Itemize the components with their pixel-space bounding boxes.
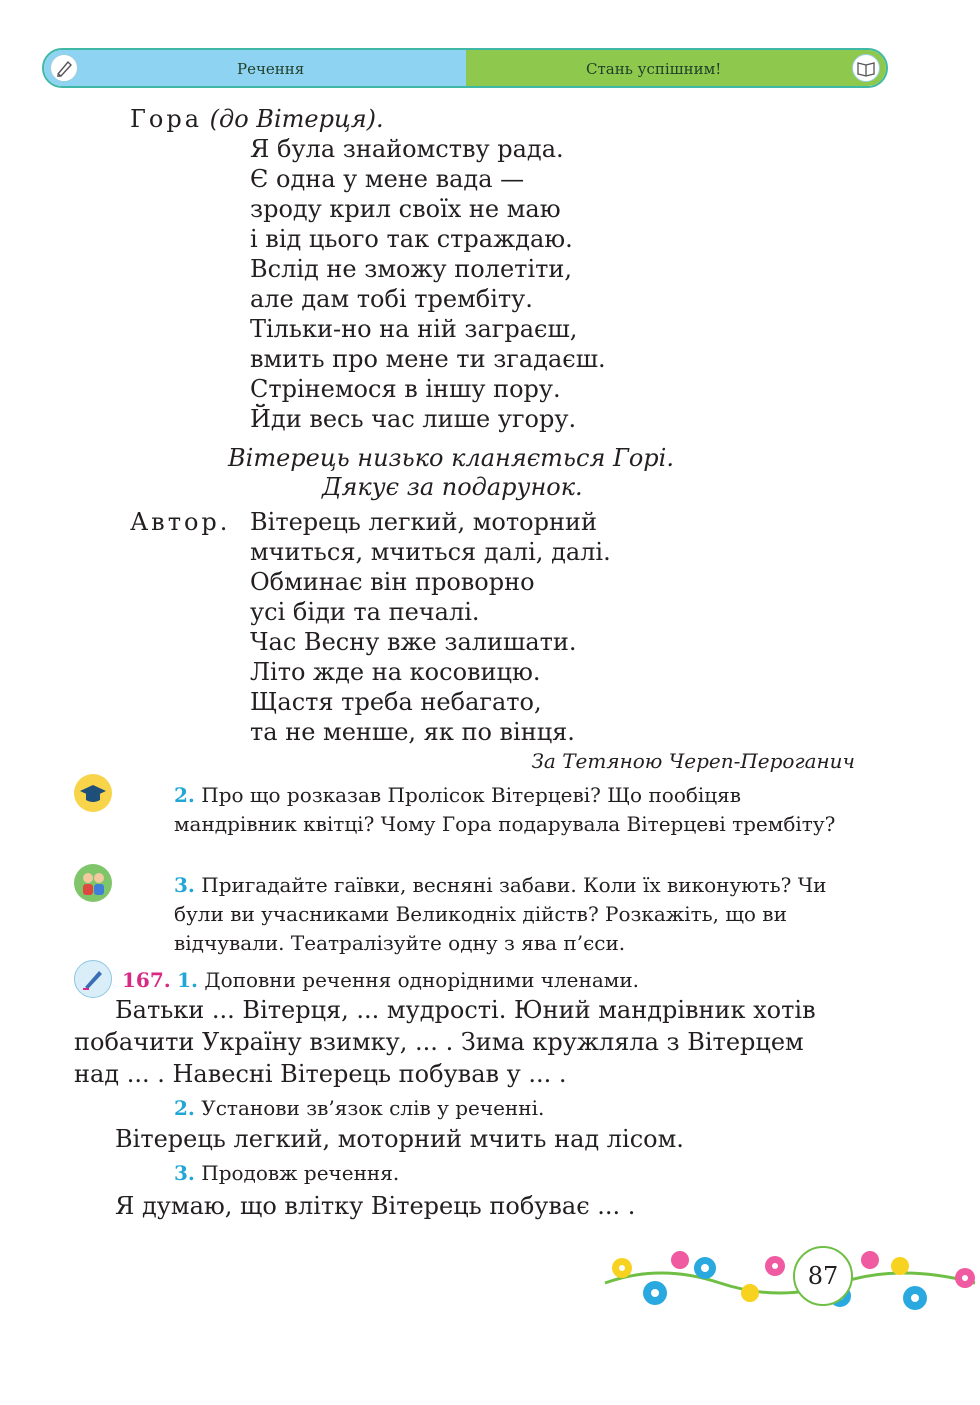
verse-line: Є одна у мене вада — bbox=[250, 165, 525, 193]
verse-line: Йди весь час лише угору. bbox=[250, 405, 577, 433]
exercise-line: Вітерець легкий, моторний мчить над лісом. bbox=[115, 1125, 684, 1153]
book-icon bbox=[852, 54, 880, 82]
pencil-icon bbox=[50, 54, 78, 82]
task-number: 1. bbox=[177, 968, 198, 992]
page-number: 87 bbox=[793, 1246, 853, 1306]
verse-line: Обминає він проворно bbox=[250, 568, 535, 596]
exercise-line: Я думаю, що влітку Вітерець побуває ... . bbox=[115, 1192, 636, 1220]
verse-line: мчиться, мчиться далі, далі. bbox=[250, 538, 611, 566]
source-attribution: За Тетяною Череп-Пероганич bbox=[531, 749, 855, 773]
verse-line: Стрінемося в іншу пору. bbox=[250, 375, 561, 403]
exercise-line: побачити Україну взимку, ... . Зима кружляла з Вітерцем bbox=[74, 1028, 804, 1056]
verse-line: Я була знайомству рада. bbox=[250, 135, 564, 163]
exercise-167-task-3 bbox=[174, 1159, 399, 1188]
header-left-section bbox=[44, 50, 466, 86]
exercise-167-task-1 bbox=[122, 966, 639, 995]
verse-line: усі біди та печалі. bbox=[250, 598, 480, 626]
task-number: 3. bbox=[174, 1161, 195, 1185]
exercise-number: 167. bbox=[122, 968, 171, 992]
writing-hand-icon bbox=[74, 960, 112, 998]
task-text: Установи зв’язок слів у реченні. bbox=[201, 1096, 545, 1120]
question-3 bbox=[174, 871, 856, 958]
speaker-name: Гора bbox=[130, 105, 203, 133]
exercise-line: над ... . Навесні Вітерець побував у ... . bbox=[74, 1060, 567, 1088]
verse-line: та не менше, як по вінця. bbox=[250, 718, 575, 746]
header-right-section bbox=[466, 50, 886, 86]
task-text: Доповни речення однорідними членами. bbox=[204, 968, 640, 992]
speaker-name-author: Автор. bbox=[130, 508, 231, 536]
verse-line: вмить про мене ти згадаєш. bbox=[250, 345, 606, 373]
verse-line: Вслід не зможу полетіти, bbox=[250, 255, 573, 283]
header-left-title: Речення bbox=[237, 60, 305, 78]
verse-line: Літо жде на косовицю. bbox=[250, 658, 541, 686]
header-right-title: Стань успішним! bbox=[586, 60, 722, 78]
task-text: Продовж речення. bbox=[201, 1161, 400, 1185]
question-number: 3. bbox=[174, 873, 195, 897]
remark-line-1: Вітерець низько кланяється Горі. bbox=[228, 444, 674, 472]
verse-line: Вітерець легкий, моторний bbox=[250, 508, 597, 536]
question-text: Про що розказав Пролісок Вітерцеві? Що пообіцяв мандрівник квітці? Чому Гора подарувала Вітерцеві трембіту? bbox=[174, 783, 836, 836]
verse-line: Час Весну вже залишати. bbox=[250, 628, 577, 656]
question-2 bbox=[174, 781, 856, 839]
speaker-line-mountain bbox=[130, 104, 384, 134]
exercise-167-task-2 bbox=[174, 1094, 544, 1123]
verse-line: Тільки-но на ній заграєш, bbox=[250, 315, 578, 343]
page-header bbox=[42, 48, 888, 88]
verse-line: зроду крил своїх не маю bbox=[250, 195, 561, 223]
question-text: Пригадайте гаївки, весняні забави. Коли їх виконують? Чи були ви учасниками Великодніх дійств? Розкажіть, що ви відчували. Театралізуйте одну з ява п’єси. bbox=[174, 873, 827, 955]
task-number: 2. bbox=[174, 1096, 195, 1120]
verse-line: Щастя треба небагато, bbox=[250, 688, 542, 716]
children-icon bbox=[74, 864, 112, 902]
stage-direction: (до Вітерця). bbox=[209, 105, 384, 133]
exercise-line: Батьки ... Вітерця, ... мудрості. Юний мандрівник хотів bbox=[115, 996, 816, 1024]
flower-decoration bbox=[600, 1238, 980, 1318]
question-number: 2. bbox=[174, 783, 195, 807]
verse-line: і від цього так страждаю. bbox=[250, 225, 573, 253]
verse-line: але дам тобі трембіту. bbox=[250, 285, 533, 313]
remark-line-2: Дякує за подарунок. bbox=[322, 473, 583, 501]
graduation-cap-icon bbox=[74, 774, 112, 812]
